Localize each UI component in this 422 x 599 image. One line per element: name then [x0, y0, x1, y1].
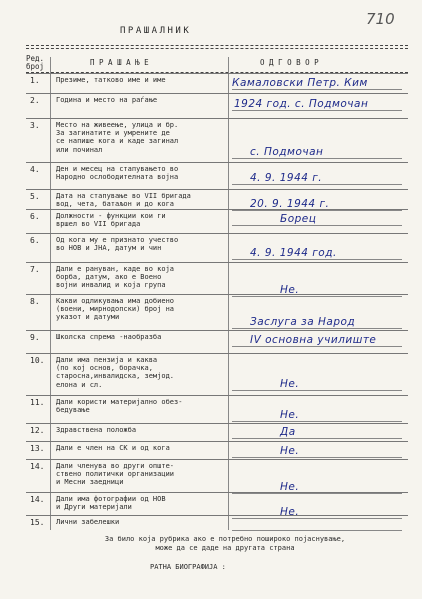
row-number: 6. [30, 236, 40, 245]
row-question: Должности - функции кои ги вршел во VII бригада [56, 212, 166, 229]
header-top-rule [26, 45, 408, 46]
row-number: 12. [30, 426, 45, 435]
answer-line [232, 346, 402, 347]
form-title: ПРАШАЛНИК [120, 26, 192, 36]
row-separator [26, 118, 408, 119]
header-number-col: Ред. број [26, 54, 45, 71]
row-number: 7. [30, 265, 40, 274]
row-number: 11. [30, 398, 45, 407]
row-separator [26, 492, 408, 493]
row-question: Здравствена положба [56, 426, 137, 434]
row-separator [26, 353, 408, 354]
answer-line [232, 438, 402, 439]
row-number: 14. [30, 462, 45, 471]
answer-line [232, 390, 402, 391]
row-question: Дали користи материјално обез- бедување [56, 398, 183, 415]
answer-line [232, 225, 402, 226]
answer-line [232, 328, 402, 329]
row-answer: 4. 9. 1944 год. [250, 247, 337, 259]
row-separator [26, 515, 408, 516]
answer-line [232, 421, 402, 422]
row-question: Дали е рануван, каде во која борба, датум, ако е Воено војни инвалид и која група [56, 265, 175, 290]
row-number: 8. [30, 297, 40, 306]
row-answer: 1924 год. с. Подмочан [234, 98, 369, 110]
row-question: Какви одликувања има добиено (воени, мирнодопски) број на указот и датуми [56, 297, 175, 322]
row-question: Дали има фотографии од НОВ и Други материјали [56, 495, 166, 512]
row-separator [26, 423, 408, 424]
row-answer: Не. [280, 409, 300, 421]
row-question: Од кога му е признато учество во НОВ и ЈНА, датум и чин [56, 236, 179, 253]
answer-line [232, 158, 402, 159]
row-answer: Заслуга за Народ [250, 316, 356, 328]
header-answer-col: О Д Г О В О Р [260, 58, 319, 67]
row-separator [26, 330, 408, 331]
row-question: Дали има пензија и каква (по кој основ, борачка, старосна,инвалидска, земјод. елона и сл. [56, 356, 175, 389]
row-separator [26, 233, 408, 234]
row-question: Дали членува во други опште- ствено политички организации и Месни заедници [56, 462, 175, 487]
row-answer: Не. [280, 445, 300, 457]
row-separator [26, 262, 408, 263]
row-question: Место на живеење, улица и бр. За загинатите и умрените де се напише кога и каде загинал или починал [56, 121, 179, 154]
answer-line [232, 296, 402, 297]
row-answer: 4. 9. 1944 г. [250, 172, 323, 184]
row-number: 9. [30, 333, 40, 342]
row-answer: IV основна училиште [250, 334, 377, 346]
row-question: Дата на стапување во VII бригада вод, чета, батаљон и до кога [56, 192, 191, 209]
row-number: 10. [30, 356, 45, 365]
answer-line [232, 518, 402, 519]
row-answer: 20. 9. 1944 г. [250, 198, 330, 210]
row-separator [26, 93, 408, 94]
row-answer: Да [280, 426, 296, 438]
row-separator [26, 162, 408, 163]
row-question: Лични забелешки [56, 518, 120, 526]
row-answer: Борец [280, 213, 317, 225]
row-number: 15. [30, 518, 45, 527]
war-biography-label: РАТНА БИОГРАФИЈА : [150, 563, 226, 571]
row-answer: Не. [280, 378, 300, 390]
row-answer: Не. [280, 506, 300, 518]
row-separator [26, 209, 408, 210]
row-number: 1. [30, 76, 40, 85]
header-top-rule-2 [26, 48, 408, 49]
row-answer: с. Подмочан [250, 146, 324, 158]
answer-line [232, 493, 402, 494]
row-separator [26, 73, 408, 74]
answer-line [232, 110, 402, 111]
row-answer: Не. [280, 284, 300, 296]
answer-line [232, 184, 402, 185]
row-question: Ден и месец на стапувањето во Народно ослободителната војна [56, 165, 179, 182]
row-separator [26, 294, 408, 295]
page-number: 710 [366, 10, 395, 28]
answer-line [232, 530, 402, 531]
row-question: Година и место на раѓање [56, 96, 158, 104]
answer-line [232, 259, 402, 260]
row-number: 14. [30, 495, 45, 504]
row-number: 13. [30, 444, 45, 453]
row-separator [26, 441, 408, 442]
row-question: Школска спрема -наобразба [56, 333, 162, 341]
row-number: 3. [30, 121, 40, 130]
footer-note: За било која рубрика ако е потребно поширoко појаснување, може да се даде на другата страна [104, 535, 346, 552]
row-separator [26, 395, 408, 396]
row-question: Дали е член на СК и од кога [56, 444, 170, 452]
row-question: Презиме, татково име и име [56, 76, 166, 84]
row-number: 2. [30, 96, 40, 105]
header-question-col: П Р А Ш А Њ Е [90, 58, 149, 67]
row-answer: Камаловски Петр. Ким [232, 77, 368, 89]
row-number: 4. [30, 165, 40, 174]
row-number: 6. [30, 212, 40, 221]
row-separator [26, 189, 408, 190]
row-number: 5. [30, 192, 40, 201]
answer-line [232, 89, 402, 90]
answer-line [232, 457, 402, 458]
answer-line [232, 210, 402, 211]
row-separator [26, 459, 408, 460]
row-answer: Не. [280, 481, 300, 493]
